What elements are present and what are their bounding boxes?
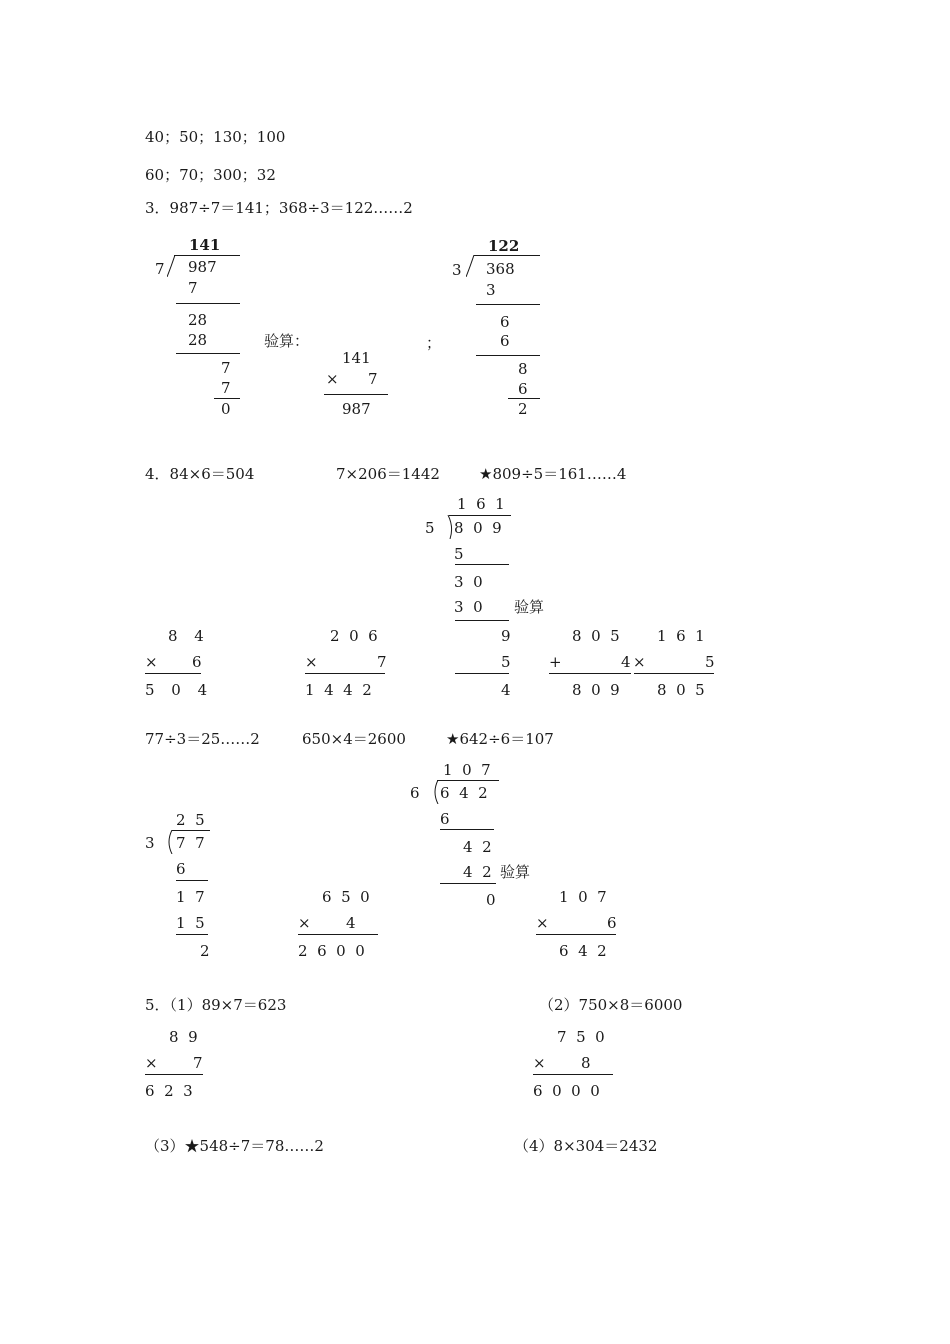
divisor: 3 [145, 834, 155, 852]
step-line [214, 398, 240, 399]
separator: ； [426, 334, 442, 352]
step-line [508, 398, 540, 399]
result-line [536, 934, 616, 935]
operator: × [536, 914, 549, 932]
division-bar [449, 515, 511, 516]
multiplicand: 1 0 7 [559, 888, 607, 906]
product: 6 4 2 [559, 942, 607, 960]
answer-line-3: 3．987÷7＝141；368÷3＝122……2 [145, 199, 413, 217]
division-bar [174, 255, 240, 256]
quotient: 2 5 [176, 811, 205, 829]
product: 987 [342, 400, 371, 418]
step: 6 [500, 313, 510, 331]
step-line [455, 673, 509, 674]
multiplicand: 141 [342, 349, 371, 367]
division-bar [474, 255, 540, 256]
step-line [455, 620, 509, 621]
product: 1 4 4 2 [305, 681, 372, 699]
step-line [440, 829, 494, 830]
step: 28 [188, 311, 208, 329]
multiplier: 7 [377, 653, 387, 671]
answer-line-2: 60；70；300；32 [145, 166, 276, 184]
q4-heading-5: 650×4＝2600 [302, 730, 406, 748]
quotient: 122 [488, 237, 520, 255]
q5-heading-1: 5．（1）89×7＝623 [145, 996, 287, 1014]
q4-heading-3: ★809÷5＝161……4 [479, 465, 627, 483]
operator: × [298, 914, 311, 932]
operator: × [326, 370, 339, 388]
step: 1 5 [176, 914, 205, 932]
operator: × [633, 653, 646, 671]
q4-heading-2: 7×206＝1442 [336, 465, 440, 483]
remainder: 0 [221, 400, 231, 418]
operator: × [305, 653, 318, 671]
dividend: 7 7 [176, 834, 205, 852]
check-label: 验算： [264, 332, 310, 350]
step-line [176, 934, 208, 935]
step: 6 [440, 810, 450, 828]
multiplicand: 7 5 0 [557, 1028, 605, 1046]
step: 8 [518, 360, 528, 378]
result-line [533, 1074, 613, 1075]
step: 4 2 [463, 863, 492, 881]
operator: × [145, 1054, 158, 1072]
operator: + [549, 653, 562, 671]
divisor: 7 [155, 260, 165, 278]
step: 7 [221, 359, 231, 377]
divisor: 6 [410, 784, 420, 802]
product: 6 0 0 0 [533, 1082, 600, 1100]
result-line [145, 673, 201, 674]
check-label: 验算 [500, 863, 531, 881]
multiplicand: 8 9 [169, 1028, 198, 1046]
product: 5 0 4 [145, 681, 214, 699]
quotient: 141 [189, 236, 221, 254]
dividend: 987 [188, 258, 217, 276]
division-bracket [466, 255, 476, 277]
product: 8 0 5 [657, 681, 705, 699]
result-line [145, 1074, 203, 1075]
multiplier: 4 [346, 914, 356, 932]
step-line [476, 304, 540, 305]
q5-heading-3: （3）★548÷7＝78……2 [145, 1137, 324, 1155]
q4-heading-4: 77÷3＝25……2 [145, 730, 260, 748]
step: 1 7 [176, 888, 205, 906]
step: 3 0 [454, 573, 483, 591]
dividend: 368 [486, 260, 515, 278]
multiplier: 7 [368, 370, 378, 388]
multiplier: 5 [705, 653, 715, 671]
result-line [324, 394, 388, 395]
answer-line-1: 40；50；130；100 [145, 128, 286, 146]
step-line [176, 880, 208, 881]
sum: 8 0 9 [572, 681, 620, 699]
multiplicand: 6 5 0 [322, 888, 370, 906]
addend: 4 [621, 653, 631, 671]
step: 6 [500, 332, 510, 350]
divisor: 3 [452, 261, 462, 279]
multiplicand: 1 6 1 [657, 627, 705, 645]
step: 6 [518, 380, 528, 398]
step: 5 [454, 545, 464, 563]
result-line [298, 934, 378, 935]
q5-heading-4: （4）8×304＝2432 [514, 1137, 658, 1155]
division-bar [437, 780, 499, 781]
division-bracket [166, 830, 176, 854]
product: 6 2 3 [145, 1082, 193, 1100]
multiplier: 7 [193, 1054, 203, 1072]
result-line [305, 673, 385, 674]
dividend: 6 4 2 [440, 784, 488, 802]
step: 7 [188, 279, 198, 297]
multiplicand: 2 0 6 [330, 627, 378, 645]
operator: × [145, 653, 158, 671]
step-line [476, 355, 540, 356]
step-line [176, 303, 240, 304]
division-bracket [167, 255, 177, 277]
q4-heading-6: ★642÷6＝107 [446, 730, 554, 748]
addend: 8 0 5 [572, 627, 620, 645]
result-line [634, 673, 714, 674]
quotient: 1 6 1 [457, 495, 505, 513]
q4-heading-1: 4．84×6＝504 [145, 465, 255, 483]
step: 4 2 [463, 838, 492, 856]
divisor: 5 [425, 519, 435, 537]
division-bar [172, 830, 210, 831]
step: 28 [188, 331, 208, 349]
remainder: 4 [501, 681, 511, 699]
multiplier: 8 [581, 1054, 591, 1072]
check-label: 验算 [514, 598, 545, 616]
q5-heading-2: （2）750×8＝6000 [539, 996, 683, 1014]
step: 3 0 [454, 598, 483, 616]
remainder: 0 [486, 891, 496, 909]
step: 5 [501, 653, 511, 671]
quotient: 1 0 7 [443, 761, 491, 779]
step: 7 [221, 379, 231, 397]
step: 9 [501, 627, 511, 645]
product: 2 6 0 0 [298, 942, 365, 960]
result-line [549, 673, 631, 674]
operator: × [533, 1054, 546, 1072]
multiplicand: 8 4 [168, 627, 210, 645]
dividend: 8 0 9 [454, 519, 502, 537]
step-line [176, 353, 240, 354]
multiplier: 6 [192, 653, 202, 671]
step-line [455, 564, 509, 565]
multiplier: 6 [607, 914, 617, 932]
step-line [440, 883, 496, 884]
remainder: 2 [518, 400, 528, 418]
remainder: 2 [200, 942, 210, 960]
step: 3 [486, 281, 496, 299]
step: 6 [176, 860, 186, 878]
